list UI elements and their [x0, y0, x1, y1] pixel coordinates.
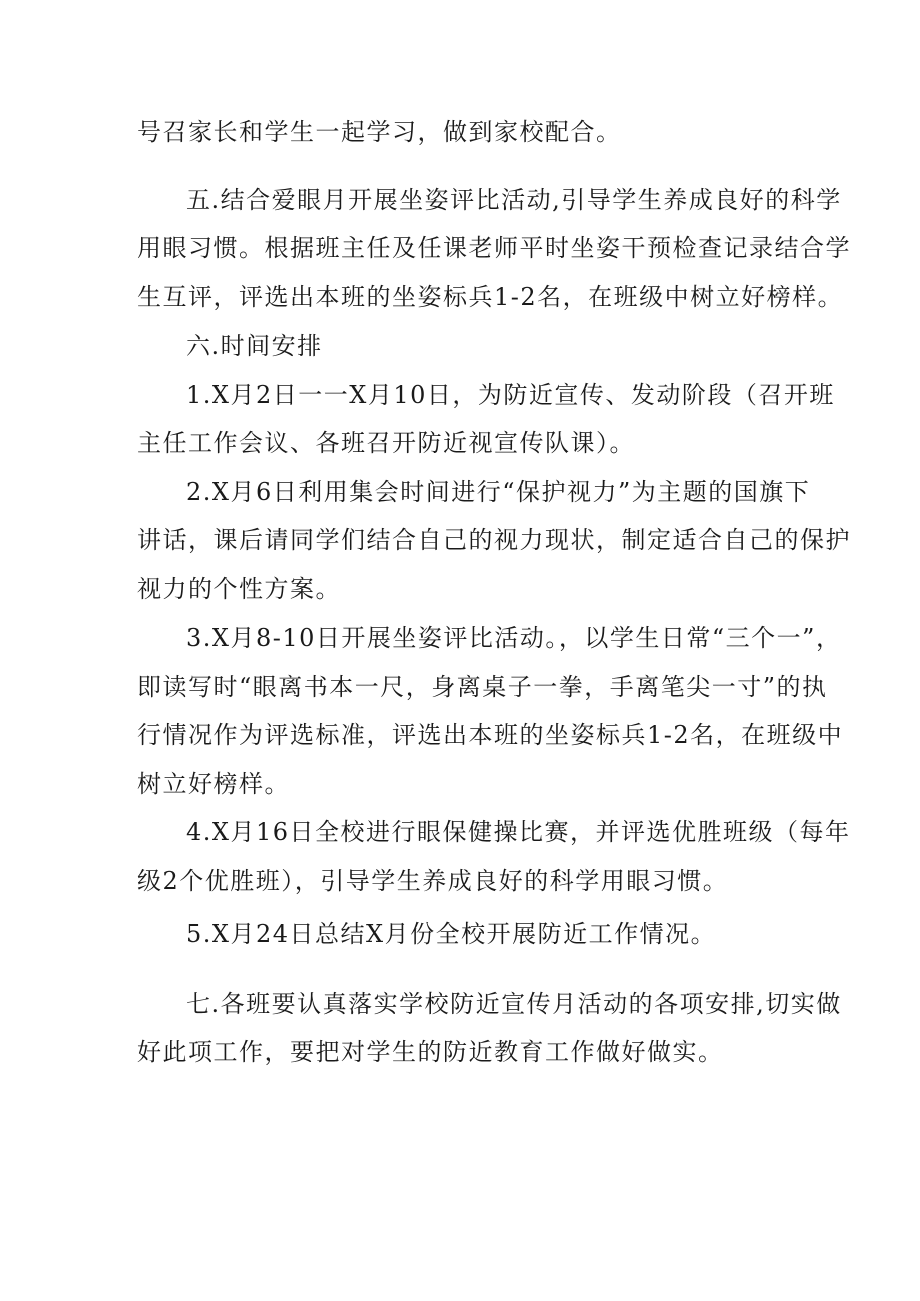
text-line: 好此项工作，要把对学生的防近教育工作做好做实。 — [137, 1038, 724, 1066]
text-line: 用眼习惯。根据班主任及任课老师平时坐姿干预检查记录结合学 — [137, 234, 851, 262]
text-line: 1.X月2日一一X月10日，为防近宣传、发动阶段（召开班 — [186, 381, 835, 409]
text-line: 树立好榜样。 — [137, 770, 290, 798]
text-line: 4.X月16日全校进行眼保健操比赛，并评选优胜班级（每年 — [186, 818, 851, 846]
text-line: 行情况作为评选标准，评选出本班的坐姿标兵1-2名，在班级中 — [137, 721, 844, 749]
text-line: 五.结合爱眼月开展坐姿评比活动,引导学生养成良好的科学 — [186, 186, 842, 214]
text-line: 六.时间安排 — [186, 332, 323, 360]
text-line: 级2个优胜班），引导学生养成良好的科学用眼习惯。 — [137, 867, 729, 895]
text-line: 主任工作会议、各班召开防近视宣传队课）。 — [137, 429, 635, 457]
text-line: 5.X月24日总结X月份全校开展防近工作情况。 — [186, 920, 717, 948]
text-line: 七.各班要认真落实学校防近宣传月活动的各项安排,切实做 — [186, 990, 842, 1018]
text-line: 视力的个性方案。 — [137, 575, 341, 603]
text-line: 即读写时“眼离书本一尺，身离桌子一拳，手离笔尖一寸”的执 — [137, 673, 828, 701]
text-line: 2.X月6日利用集会时间进行“保护视力”为主题的国旗下 — [186, 478, 811, 506]
text-line: 生互评，评选出本班的坐姿标兵1-2名，在班级中树立好榜样。 — [137, 283, 844, 311]
text-line: 号召家长和学生一起学习，做到家校配合。 — [137, 118, 622, 146]
text-line: 3.X月8-10日开展坐姿评比活动。，以学生日常“三个一”， — [186, 624, 842, 652]
text-line: 讲话，课后请同学们结合自己的视力现状，制定适合自己的保护 — [137, 526, 851, 554]
